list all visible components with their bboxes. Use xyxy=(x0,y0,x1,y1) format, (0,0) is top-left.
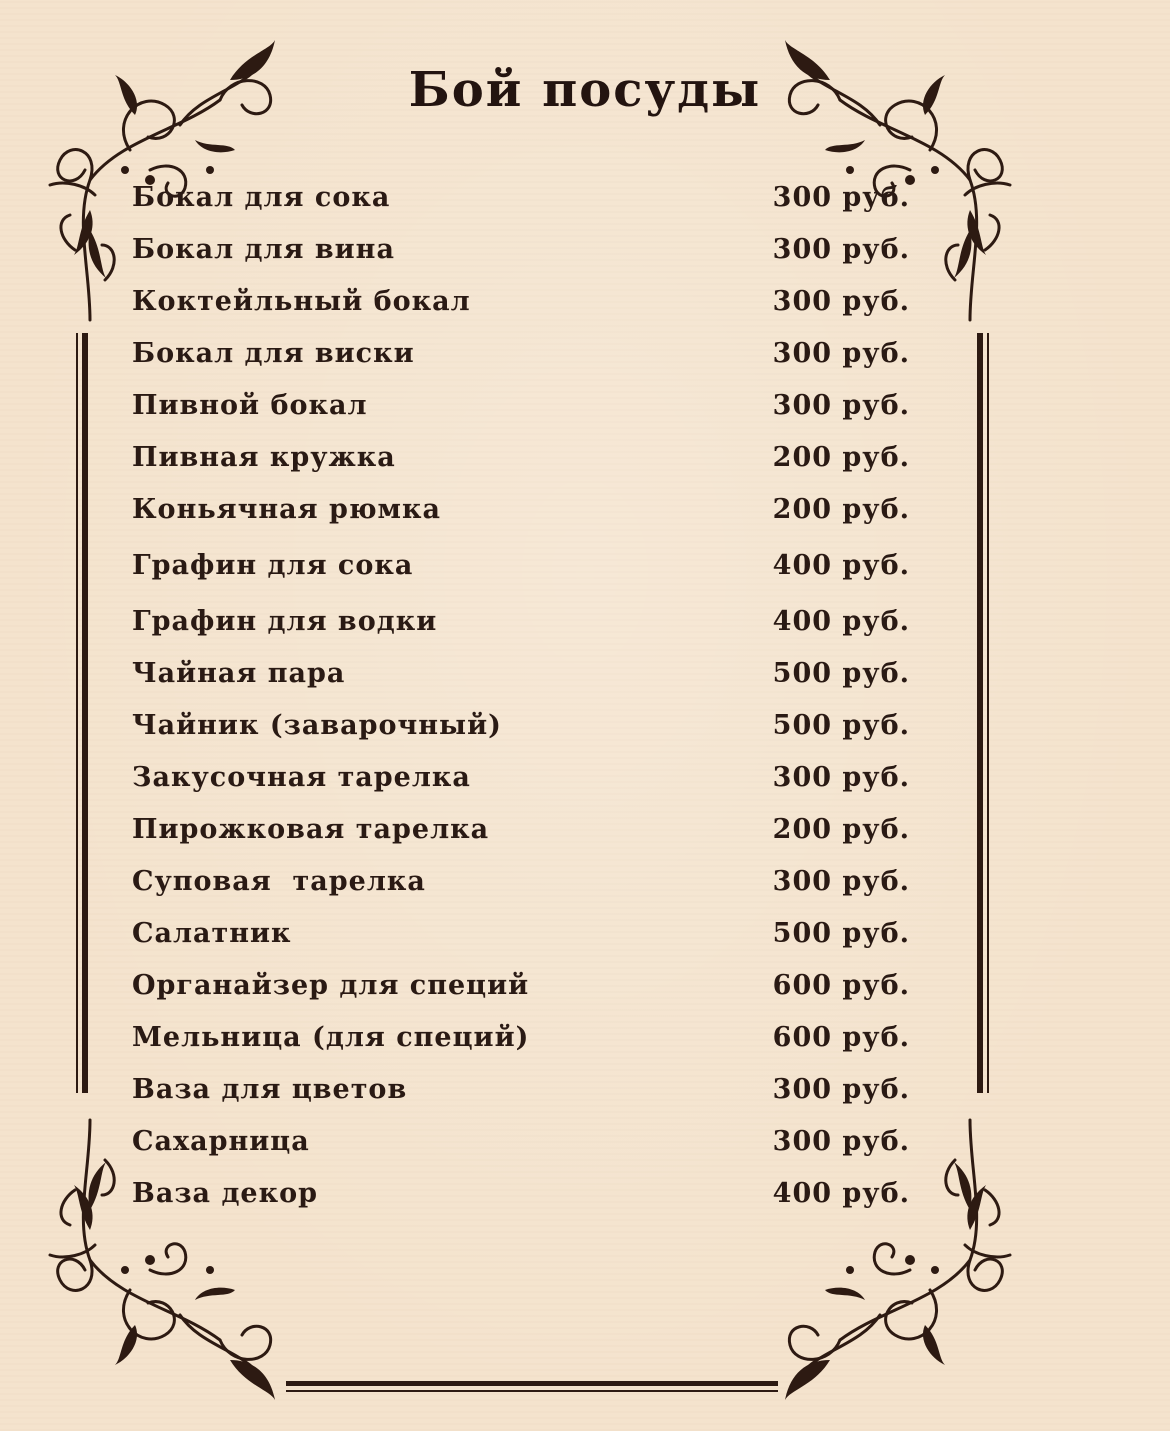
item-name: Мельница (для специй) xyxy=(132,1022,530,1053)
list-item xyxy=(132,438,912,478)
list-item xyxy=(132,386,912,426)
item-price: 300 руб. xyxy=(772,1074,910,1105)
item-price: 300 руб. xyxy=(772,762,910,793)
item-name: Бокал для вина xyxy=(132,234,395,265)
list-item xyxy=(132,654,912,694)
list-item xyxy=(132,1070,912,1110)
item-price: 200 руб. xyxy=(772,442,910,473)
list-item xyxy=(132,546,912,586)
item-price: 500 руб. xyxy=(772,710,910,741)
item-name: Коньячная рюмка xyxy=(132,494,441,525)
item-price: 300 руб. xyxy=(772,234,910,265)
list-item xyxy=(132,1122,912,1162)
item-price: 300 руб. xyxy=(772,338,910,369)
item-name: Суповая тарелка xyxy=(132,866,426,897)
list-item xyxy=(132,1174,912,1214)
item-name: Органайзер для специй xyxy=(132,970,530,1001)
list-item xyxy=(132,966,912,1006)
item-name: Пивной бокал xyxy=(132,390,368,421)
item-price: 200 руб. xyxy=(772,814,910,845)
right-border-thin-line xyxy=(987,333,989,1093)
item-price: 500 руб. xyxy=(772,918,910,949)
item-price: 300 руб. xyxy=(772,1126,910,1157)
item-price: 300 руб. xyxy=(772,286,910,317)
list-item xyxy=(132,602,912,642)
item-name: Чайник (заварочный) xyxy=(132,710,502,741)
item-name: Сахарница xyxy=(132,1126,310,1157)
list-item xyxy=(132,334,912,374)
list-item xyxy=(132,490,912,530)
item-name: Ваза для цветов xyxy=(132,1074,408,1105)
item-price: 300 руб. xyxy=(772,182,910,213)
right-border-line xyxy=(977,333,983,1093)
item-name: Коктейльный бокал xyxy=(132,286,471,317)
list-item xyxy=(132,810,912,850)
item-price: 400 руб. xyxy=(772,1178,910,1209)
page-title: Бой посуды xyxy=(408,62,762,118)
left-border-line xyxy=(82,333,88,1093)
item-price: 600 руб. xyxy=(772,970,910,1001)
list-item xyxy=(132,1018,912,1058)
item-price: 400 руб. xyxy=(772,606,910,637)
list-item xyxy=(132,282,912,322)
list-item xyxy=(132,758,912,798)
item-name: Чайная пара xyxy=(132,658,346,689)
item-name: Пирожковая тарелка xyxy=(132,814,490,845)
item-name: Ваза декор xyxy=(132,1178,319,1209)
list-item xyxy=(132,706,912,746)
item-name: Графин для водки xyxy=(132,606,438,637)
bottom-border-line xyxy=(286,1381,778,1386)
item-name: Бокал для сока xyxy=(132,182,391,213)
list-item xyxy=(132,230,912,270)
item-price: 200 руб. xyxy=(772,494,910,525)
item-price: 600 руб. xyxy=(772,1022,910,1053)
item-price: 500 руб. xyxy=(772,658,910,689)
item-name: Закусочная тарелка xyxy=(132,762,471,793)
list-item xyxy=(132,862,912,902)
item-name: Салатник xyxy=(132,918,292,949)
item-name: Графин для сока xyxy=(132,550,414,581)
bottom-border-thin-line xyxy=(286,1390,778,1392)
list-item xyxy=(132,178,912,218)
list-item xyxy=(132,914,912,954)
item-name: Бокал для виски xyxy=(132,338,415,369)
item-name: Пивная кружка xyxy=(132,442,396,473)
item-price: 300 руб. xyxy=(772,866,910,897)
item-price: 400 руб. xyxy=(772,550,910,581)
item-price: 300 руб. xyxy=(772,390,910,421)
left-border-thin-line xyxy=(76,333,78,1093)
